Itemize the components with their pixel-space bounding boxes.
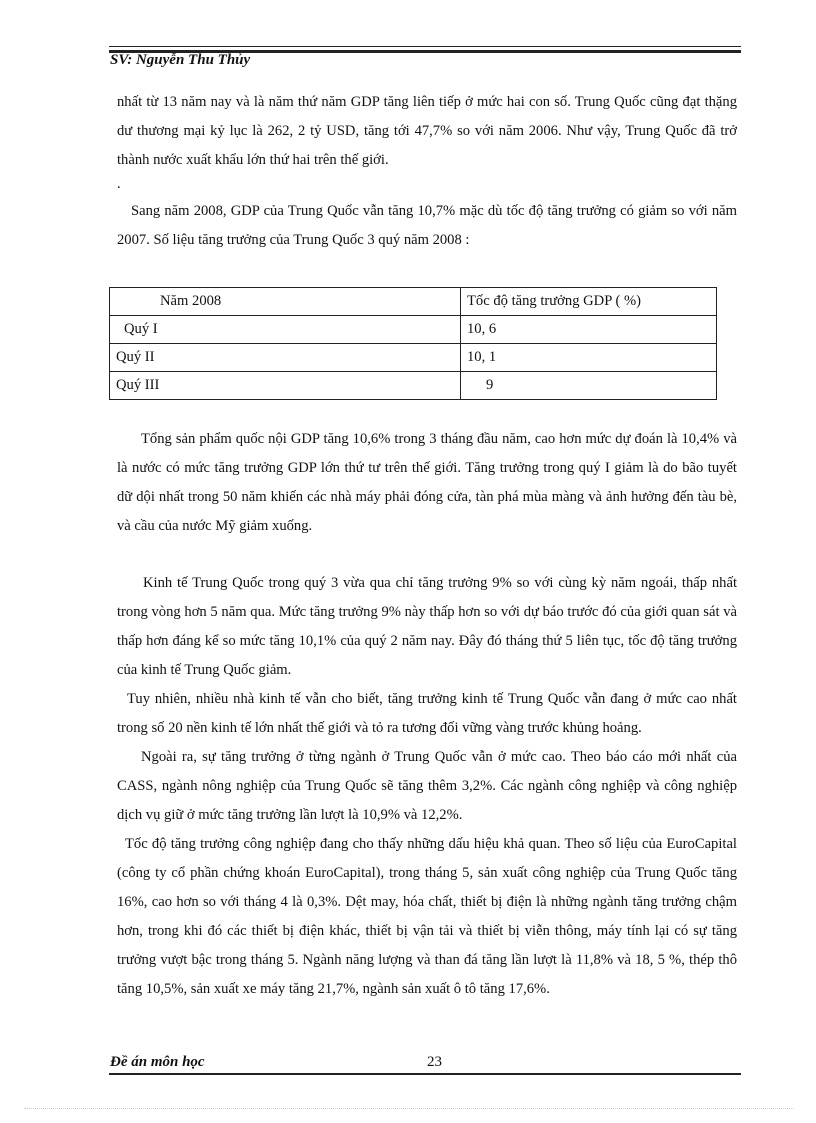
- footer-rule: [109, 1073, 741, 1075]
- page-body-continued: [117, 425, 737, 1004]
- stray-dot: .: [117, 176, 121, 192]
- page-number: 23: [427, 1054, 442, 1070]
- paragraph-sectors: Ngoài ra, sự tăng trưởng ở từng ngành ở Trung Quốc vẫn ở mức cao. Theo báo cáo mới nhất của CASS, ngành nông nghiệp của Trung Quốc sẽ tăng thêm 3,2%. Các ngành công nghiệp và công nghiệp dịch vụ giữ ở mức tăng trưởng lần lượt là 10,9% và 12,2%.: [117, 749, 737, 823]
- gdp-growth-table: [109, 287, 717, 400]
- table-cell-quarter: Quý I: [110, 316, 461, 344]
- header-student-name: SV: Nguyễn Thu Thủy: [110, 52, 251, 68]
- table-cell-quarter: Quý II: [110, 344, 461, 372]
- table-header-year: Năm 2008: [110, 288, 461, 316]
- paragraph-2008: Sang năm 2008, GDP của Trung Quốc vẫn tăng 10,7% mặc dù tốc độ tăng trưởng có giảm so với năm 2007. Số liệu tăng trưởng của Trung Quốc 3 quý năm 2008 :: [117, 203, 737, 248]
- page-body: [117, 88, 737, 255]
- table-cell-value: 10, 1: [461, 344, 717, 372]
- paragraph-q3: Kinh tế Trung Quốc trong quý 3 vừa qua chỉ tăng trưởng 9% so với cùng kỳ năm ngoái, thấp nhất trong vòng hơn 5 năm qua. Mức tăng trưởng 9% này thấp hơn so với dự báo trước đó của giới quan sát và thấp hơn đáng kể so mức tăng 10,1% của quý 2 năm nay. Đây đó tháng thứ 5 liên tục, tốc độ tăng trưởng của kinh tế Trung Quốc giảm.: [117, 575, 737, 678]
- paragraph-intro: nhất từ 13 năm nay và là năm thứ năm GDP tăng liên tiếp ở mức hai con số. Trung Quốc cũng đạt thặng dư thương mại kỷ lục là 262, 2 tỷ USD, tăng tới 47,7% so với năm 2006. Như vậy, Trung Quốc đã trở thành nước xuất khẩu lớn thứ hai trên thế giới.: [117, 94, 737, 168]
- table-cell-quarter: Quý III: [110, 372, 461, 400]
- footer-title: Đề án môn học: [110, 1054, 205, 1070]
- page-bottom-edge: [24, 1108, 794, 1109]
- paragraph-industry: Tốc độ tăng trưởng công nghiệp đang cho thấy những dấu hiệu khả quan. Theo số liệu của EuroCapital (công ty cổ phần chứng khoán EuroCapital), trong tháng 5, sản xuất công nghiệp của Trung Quốc tăng 16%, cao hơn so với tháng 4 là 0,3%. Dệt may, hóa chất, thiết bị điện là những ngành tăng trưởng chậm hơn, trong khi đó các thiết bị điện khác, thiết bị vận tải và thiết bị viễn thông, máy tính lại có sự tăng trưởng vượt bậc trong tháng 5. Ngành năng lượng và than đá tăng lần lượt là 11,8% và 18, 5 %, thép thô tăng 10,5%, sản xuất xe máy tăng 21,7%, ngành sản xuất ô tô tăng 17,6%.: [117, 836, 737, 997]
- table-cell-value: 10, 6: [461, 316, 717, 344]
- table-row: [110, 372, 717, 400]
- table-row: [110, 344, 717, 372]
- paragraph-however: Tuy nhiên, nhiều nhà kinh tế vẫn cho biết, tăng trưởng kinh tế Trung Quốc vẫn đang ở mức cao nhất trong số 20 nền kinh tế lớn nhất thế giới và tỏ ra tương đối vững vàng trước khủng hoảng.: [117, 691, 737, 736]
- paragraph-q1: Tổng sản phẩm quốc nội GDP tăng 10,6% trong 3 tháng đầu năm, cao hơn mức dự đoán là 10,4% và là nước có mức tăng trưởng GDP lớn thứ tư trên thế giới. Tăng trưởng trong quý I giảm là do bão tuyết dữ dội nhất trong 50 năm khiến các nhà máy phải đóng cửa, tàn phá mùa màng và ảnh hưởng đến tàu bè, và cầu của nước Mỹ giảm xuống.: [117, 431, 737, 534]
- table-header-row: [110, 288, 717, 316]
- header-rule-thin: [109, 46, 741, 47]
- table-header-growth: Tốc độ tăng trưởng GDP ( %): [461, 288, 717, 316]
- table-row: [110, 316, 717, 344]
- table-cell-value: 9: [461, 372, 717, 400]
